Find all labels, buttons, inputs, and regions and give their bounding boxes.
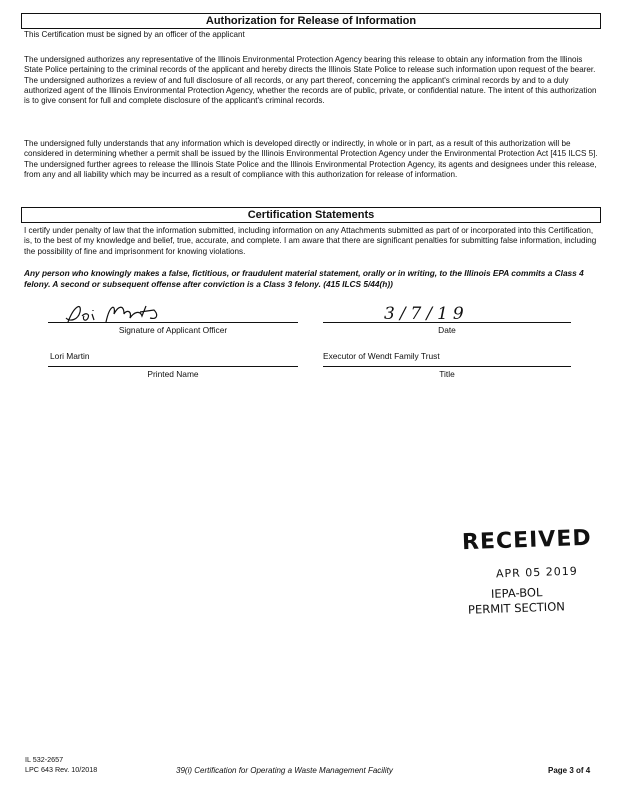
printed-name-value: Lori Martin	[50, 351, 90, 361]
title-caption: Title	[439, 369, 455, 379]
date-value: 3/7/19	[384, 304, 469, 324]
signature-line	[48, 322, 298, 323]
officer-note: This Certification must be signed by an officer of the applicant	[24, 30, 245, 39]
signature-caption: Signature of Applicant Officer	[118, 325, 228, 335]
date-caption: Date	[438, 325, 456, 335]
certification-heading: Certification Statements	[21, 207, 601, 223]
received-stamp: RECEIVED	[461, 525, 593, 556]
received-stamp-section: PERMIT SECTION	[467, 599, 566, 617]
printed-name-caption: Printed Name	[147, 369, 199, 379]
printed-name-line	[48, 366, 298, 367]
date-line	[323, 322, 571, 323]
page-number: Page 3 of 4	[548, 766, 591, 775]
form-revision: LPC 643 Rev. 10/2018	[25, 765, 98, 774]
authorization-paragraph-2: The undersigned fully understands that any information which is developed directly or indirectly, in whole or in part, as a result of this authorization will be considered in determining whether a permit shall be issued by the Illinois Environmental Protection Agency under the Environmental Protection Act [415 ILCS 5]. The undersigned further agrees to release the Illinois State Police and the Illinois Environmental Protection Agency, its agents and designees under this release, from any and all liability which may be incurred as a result of compliance with this authorization for release of information.	[24, 139, 598, 179]
certification-paragraph: I certify under penalty of law that the information submitted, including information on any Attachments submitted as part of or incorporated into this Certification, is, to the best of my knowledge and belief, true, accurate, and complete. I am aware that there are significant penalties for submitting false information, including the possibility of fine and imprisonment for knowing violations.	[24, 226, 597, 256]
title-value: Executor of Wendt Family Trust	[323, 351, 440, 361]
authorization-heading: Authorization for Release of Information	[21, 13, 601, 29]
form-id: IL 532-2657	[25, 755, 64, 764]
received-stamp-date: APR 05 2019	[495, 564, 578, 581]
title-line	[323, 366, 571, 367]
received-stamp-office: IEPA-BOL	[490, 585, 543, 601]
felony-warning: Any person who knowingly makes a false, fictitious, or fraudulent material statement, orally or in writing, to the Illinois EPA commits a Class 4 felony. A second or subsequent offense after conviction is a Class 3 felony. (415 ILCS 5/44(h))	[24, 268, 584, 289]
authorization-paragraph-1: The undersigned authorizes any representative of the Illinois Environmental Protection Agency bearing this release to obtain any information from the Illinois State Police pertaining to the criminal records of the applicant and hereby directs the Illinois State Police to release such information upon request of the bearer. The undersigned authorizes a review of and full disclosure of all records, or any part thereof, concerning the applicant's criminal records by and to a duly authorized agent of the Illinois Environmental Protection Agency, whether the records are of public, private, or confidential nature. The intent of this authorization is to give consent for full and complete disclosure of the applicant's criminal records.	[24, 55, 597, 106]
footer-title: 39(i) Certification for Operating a Waste Management Facility	[176, 766, 393, 775]
